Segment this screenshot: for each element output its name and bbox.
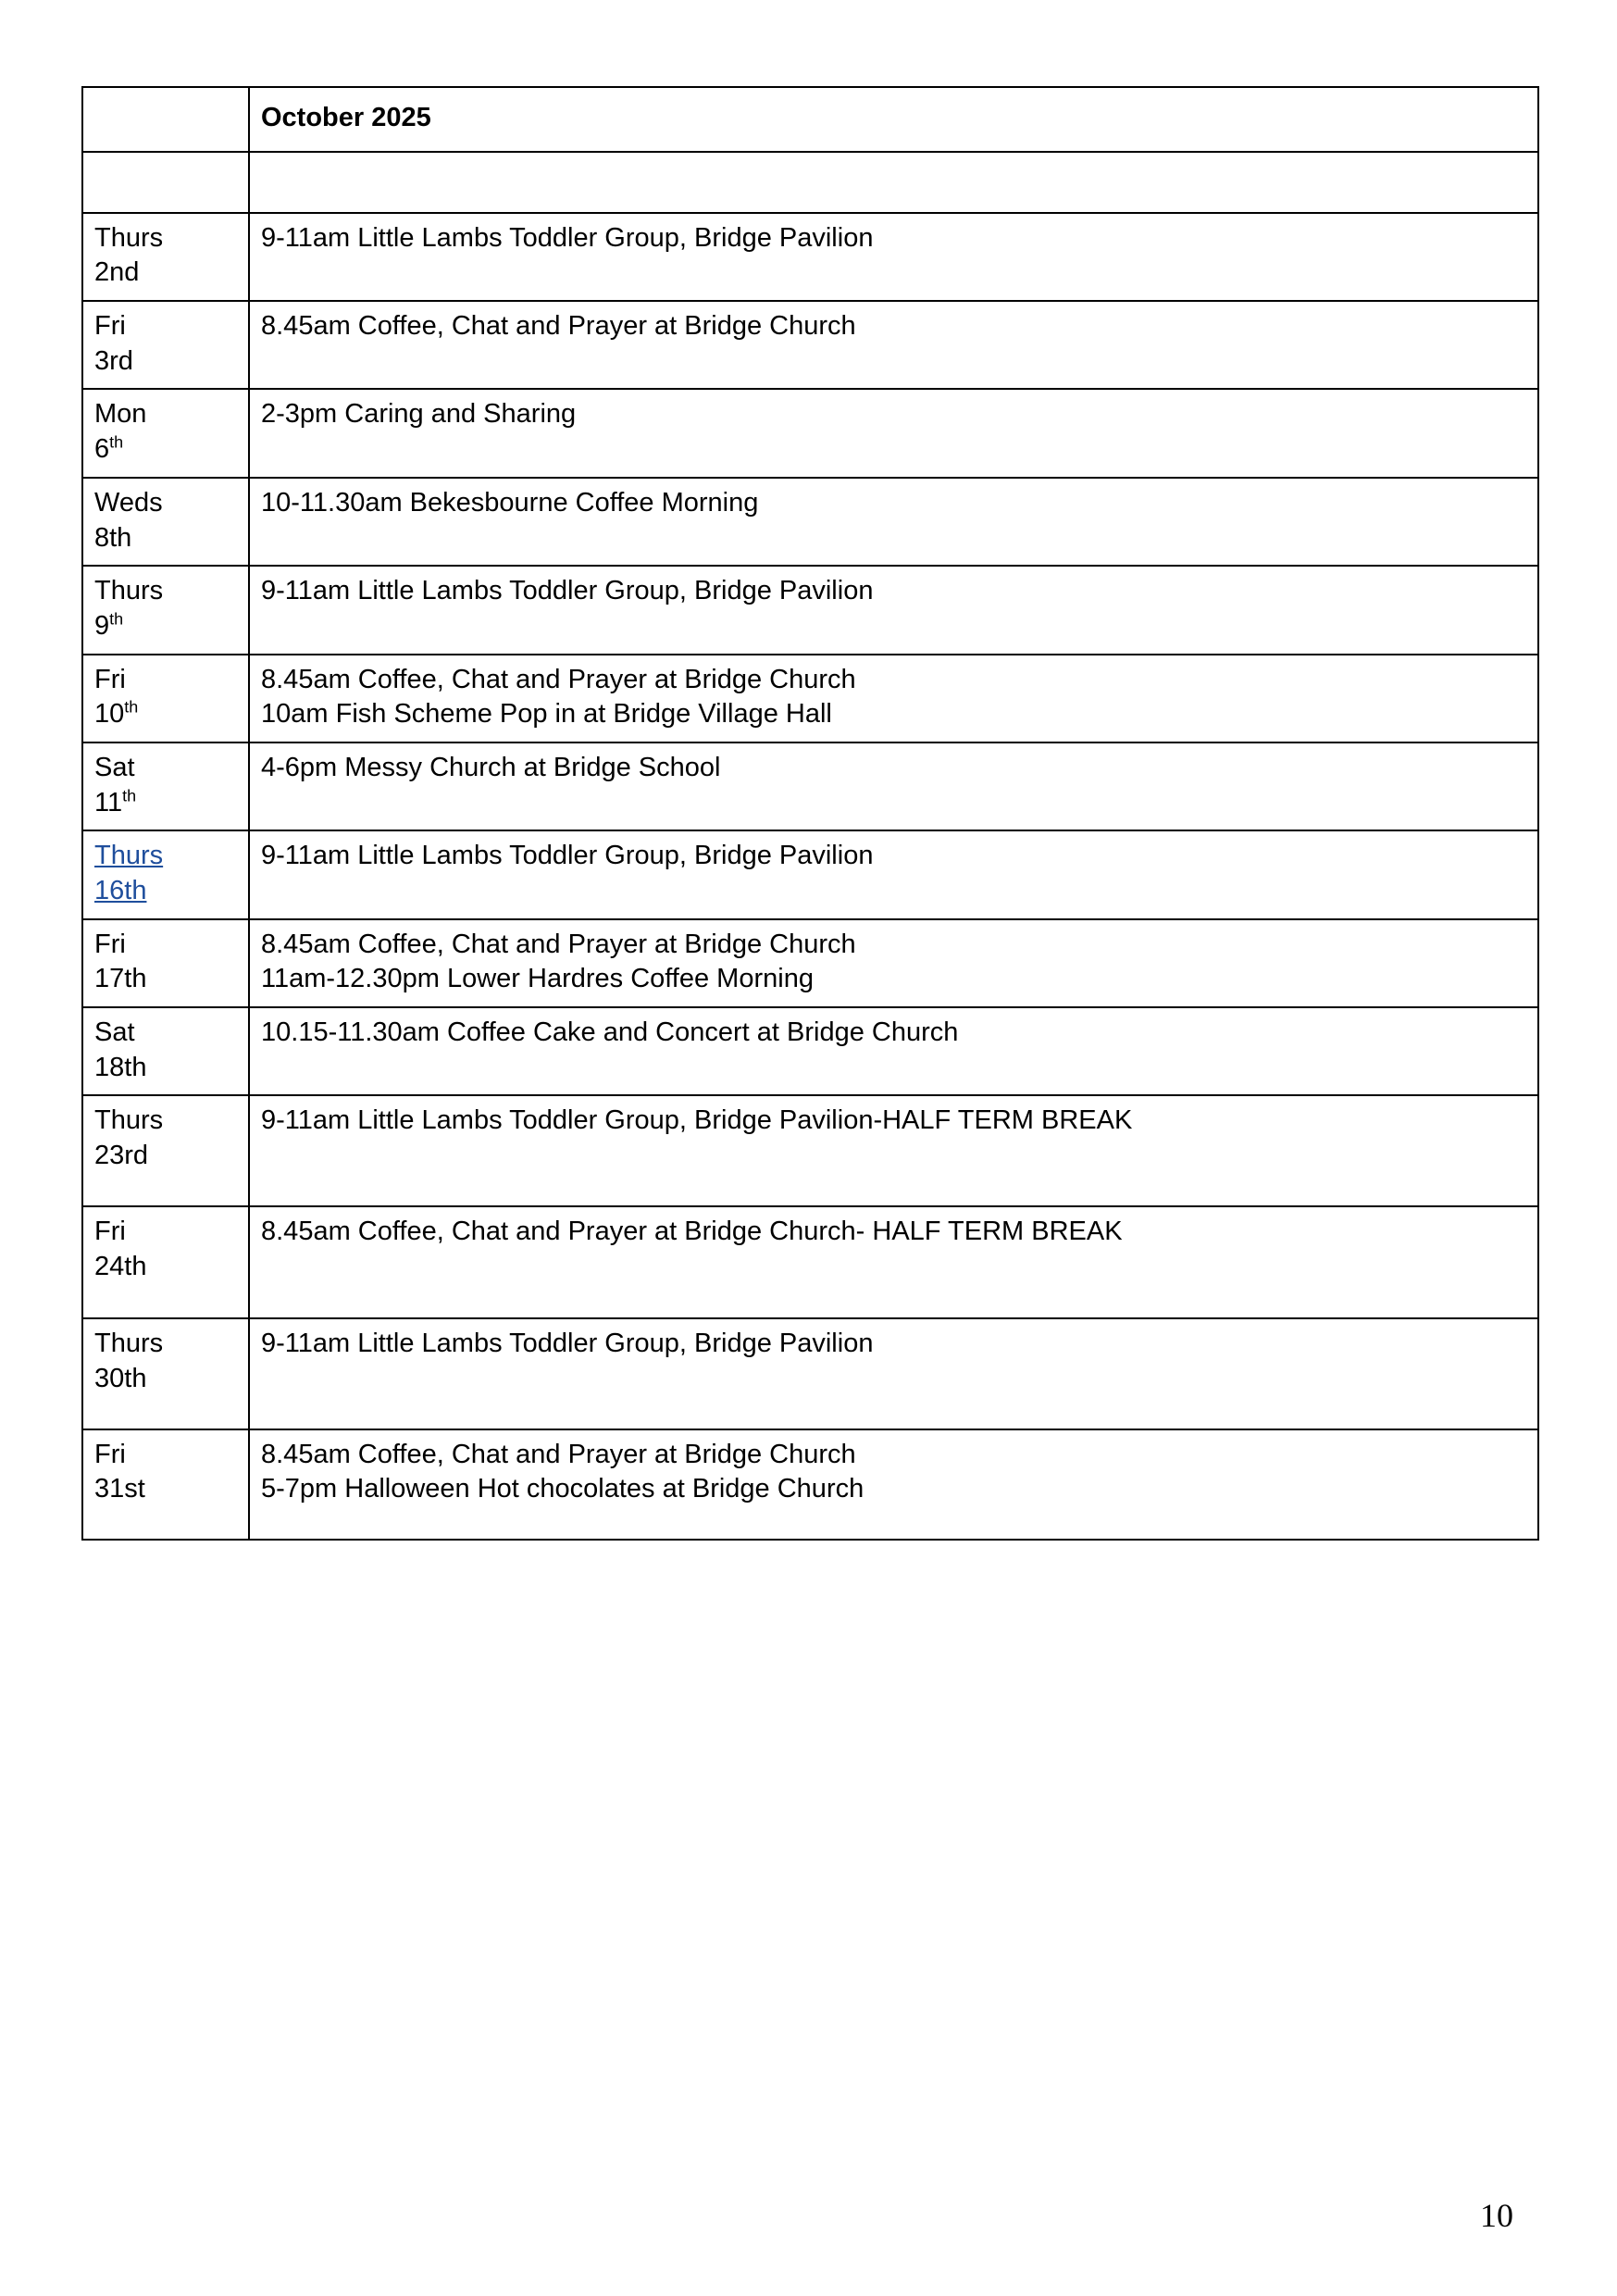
row-date bbox=[82, 1095, 249, 1205]
row-date-weekday: Fri bbox=[94, 1439, 126, 1469]
row-date bbox=[82, 301, 249, 389]
event-text: 8.45am Coffee, Chat and Prayer at Bridge Church bbox=[261, 1439, 856, 1469]
row-events bbox=[249, 655, 1538, 742]
row-date-weekday: Thurs bbox=[94, 1329, 164, 1359]
spacer-event-cell bbox=[249, 152, 1538, 213]
event-text: 2-3pm Caring and Sharing bbox=[261, 399, 577, 430]
table-row bbox=[82, 301, 1538, 389]
month-title: October 2025 bbox=[249, 87, 1538, 152]
row-date-weekday: Weds bbox=[94, 487, 163, 518]
table-row bbox=[82, 389, 1538, 477]
row-date bbox=[82, 1206, 249, 1318]
row-events bbox=[249, 389, 1538, 477]
row-date-number: 23rd bbox=[94, 1141, 149, 1171]
table-row bbox=[82, 1429, 1538, 1540]
row-date-number: 18th bbox=[94, 1052, 147, 1082]
row-date bbox=[82, 1429, 249, 1540]
event-text: 5-7pm Halloween Hot chocolates at Bridge Church bbox=[261, 1474, 864, 1504]
table-row bbox=[82, 566, 1538, 654]
row-date bbox=[82, 1007, 249, 1095]
event-text: 8.45am Coffee, Chat and Prayer at Bridge Church bbox=[261, 664, 856, 694]
row-date-weekday: Fri bbox=[94, 311, 126, 342]
row-date-number: 17th bbox=[94, 964, 147, 994]
table-row bbox=[82, 1007, 1538, 1095]
row-events bbox=[249, 830, 1538, 918]
row-events bbox=[249, 213, 1538, 301]
table-row bbox=[82, 213, 1538, 301]
row-date bbox=[82, 742, 249, 830]
row-events bbox=[249, 1206, 1538, 1318]
event-text: 4-6pm Messy Church at Bridge School bbox=[261, 752, 721, 782]
row-date bbox=[82, 478, 249, 566]
event-text: 8.45am Coffee, Chat and Prayer at Bridge Church- HALF TERM BREAK bbox=[261, 1216, 1123, 1246]
event-text: 10.15-11.30am Coffee Cake and Concert at Bridge Church bbox=[261, 1017, 959, 1048]
row-events bbox=[249, 1318, 1538, 1429]
row-events bbox=[249, 1429, 1538, 1540]
row-date-weekday: Sat bbox=[94, 1017, 135, 1048]
event-text: 9-11am Little Lambs Toddler Group, Bridge Pavilion bbox=[261, 576, 874, 606]
page-number: 10 bbox=[1480, 2197, 1513, 2234]
row-date-number-link[interactable]: 16th bbox=[94, 876, 147, 905]
row-events bbox=[249, 742, 1538, 830]
row-events bbox=[249, 301, 1538, 389]
row-date-number: 9 bbox=[94, 610, 110, 641]
row-date bbox=[82, 919, 249, 1007]
event-text: 9-11am Little Lambs Toddler Group, Bridge Pavilion bbox=[261, 841, 874, 871]
row-date-number: 3rd bbox=[94, 345, 133, 376]
row-date-weekday: Fri bbox=[94, 929, 126, 959]
event-text: 9-11am Little Lambs Toddler Group, Bridge Pavilion-HALF TERM BREAK bbox=[261, 1105, 1133, 1136]
row-events bbox=[249, 566, 1538, 654]
row-date-weekday: Sat bbox=[94, 752, 135, 782]
calendar-container bbox=[81, 86, 1537, 1541]
event-text: 8.45am Coffee, Chat and Prayer at Bridge Church bbox=[261, 929, 856, 959]
header-day-cell bbox=[82, 87, 249, 152]
row-date-number: 10 bbox=[94, 699, 125, 730]
table-header-row bbox=[82, 87, 1538, 152]
spacer-day-cell bbox=[82, 152, 249, 213]
row-date-ordinal: th bbox=[124, 697, 139, 717]
events-calendar-table bbox=[81, 86, 1539, 1541]
table-spacer-row bbox=[82, 152, 1538, 213]
event-text: 10-11.30am Bekesbourne Coffee Morning bbox=[261, 487, 759, 518]
row-date bbox=[82, 655, 249, 742]
row-events bbox=[249, 919, 1538, 1007]
row-date-ordinal: th bbox=[122, 785, 137, 805]
event-text: 9-11am Little Lambs Toddler Group, Bridge Pavilion bbox=[261, 1329, 874, 1359]
row-date-number: 30th bbox=[94, 1363, 147, 1393]
row-date-number: 11 bbox=[94, 787, 123, 817]
row-date[interactable] bbox=[82, 830, 249, 918]
row-date-number: 2nd bbox=[94, 257, 140, 288]
row-date bbox=[82, 566, 249, 654]
event-text: 11am-12.30pm Lower Hardres Coffee Morning bbox=[261, 964, 814, 994]
row-date-weekday: Thurs bbox=[94, 576, 164, 606]
table-row bbox=[82, 655, 1538, 742]
row-date-weekday: Thurs bbox=[94, 1105, 164, 1136]
row-date-weekday: Mon bbox=[94, 399, 147, 430]
table-row bbox=[82, 1318, 1538, 1429]
table-row bbox=[82, 1095, 1538, 1205]
table-row bbox=[82, 919, 1538, 1007]
event-text: 8.45am Coffee, Chat and Prayer at Bridge Church bbox=[261, 311, 856, 342]
table-row bbox=[82, 478, 1538, 566]
row-date-weekday: Thurs bbox=[94, 222, 164, 253]
row-date-number: 31st bbox=[94, 1474, 145, 1504]
row-date-ordinal: th bbox=[109, 609, 124, 629]
row-date bbox=[82, 213, 249, 301]
row-events bbox=[249, 1007, 1538, 1095]
event-text: 9-11am Little Lambs Toddler Group, Bridge Pavilion bbox=[261, 222, 874, 253]
row-events bbox=[249, 478, 1538, 566]
row-date-ordinal: th bbox=[109, 432, 124, 452]
table-row bbox=[82, 830, 1538, 918]
row-date-weekday: Fri bbox=[94, 664, 126, 694]
row-date bbox=[82, 389, 249, 477]
row-date-number: 6 bbox=[94, 434, 110, 465]
row-events bbox=[249, 1095, 1538, 1205]
row-date-number: 24th bbox=[94, 1251, 147, 1281]
event-text: 10am Fish Scheme Pop in at Bridge Village Hall bbox=[261, 699, 832, 730]
row-date bbox=[82, 1318, 249, 1429]
table-row bbox=[82, 742, 1538, 830]
row-date-weekday-link[interactable]: Thurs bbox=[94, 841, 164, 871]
row-date-number: 8th bbox=[94, 522, 132, 553]
table-row bbox=[82, 1206, 1538, 1318]
row-date-weekday: Fri bbox=[94, 1216, 126, 1246]
